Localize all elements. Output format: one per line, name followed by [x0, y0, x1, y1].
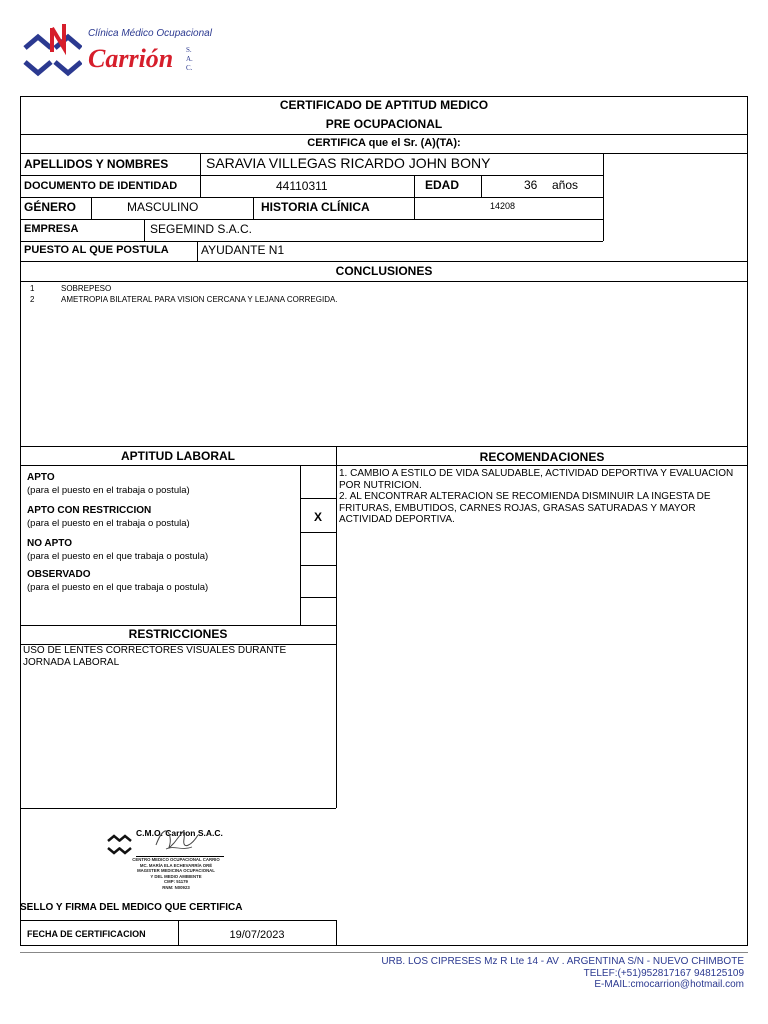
doctor-stamp: [106, 825, 230, 897]
edad-value: 36: [524, 178, 538, 192]
restricciones-title: RESTRICCIONES: [128, 627, 228, 641]
documento-value: 44110311: [276, 179, 328, 193]
conclusion-num-2: 2: [30, 295, 35, 304]
apto-label: APTO: [27, 472, 55, 483]
stamp-logo-icon: [106, 831, 132, 857]
apellidos-label: APELLIDOS Y NOMBRES: [24, 157, 169, 171]
signature-scribble: [148, 823, 208, 857]
historia-value: 14208: [490, 201, 516, 211]
certificate-subtitle: PRE OCUPACIONAL: [325, 117, 443, 131]
genero-label: GÉNERO: [24, 200, 77, 214]
conclusiones-title: CONCLUSIONES: [335, 264, 433, 278]
fecha-label: FECHA DE CERTIFICACION: [27, 929, 146, 939]
no-apto-label: NO APTO: [27, 538, 73, 549]
edad-label: EDAD: [425, 178, 460, 192]
footer-address: URB. LOS CIPRESES Mz R Lte 14 - AV . ARGENTINA S/N - NUEVO CHIMBOTE: [381, 956, 744, 967]
recomendacion-1: 1. CAMBIO A ESTILO DE VIDA SALUDABLE, ACTIVIDAD DEPORTIVA Y EVALUACION POR NUTRICION.: [339, 468, 734, 491]
footer-telef: TELEF:(+51)952817167 948125109: [583, 968, 744, 979]
conclusion-num-1: 1: [30, 284, 35, 293]
puesto-label: PUESTO AL QUE POSTULA: [24, 244, 169, 256]
stamp-lines: CENTRO MEDICO OCUPACIONAL CARRIO MC. MARÍA ELA ECHEVARRÍA ORÉ MAGISTER MEDICINA OCUPACIONAL Y DEL MEDIO AMBIENTE CMP: 51179 RNM: N00923: [132, 857, 220, 890]
apto-restriccion-desc: (para el puesto en el trabaja o postula): [27, 518, 190, 529]
apto-restriccion-label: APTO CON RESTRICCION: [27, 505, 152, 516]
observado-desc: (para el puesto en el que trabaja o postula): [27, 582, 209, 593]
empresa-label: EMPRESA: [24, 223, 79, 235]
firma-label: SELLO Y FIRMA DEL MEDICO QUE CERTIFICA: [20, 902, 243, 913]
footer-email: E-MAIL:cmocarrion@hotmail.com: [594, 979, 744, 990]
restricciones-text: USO DE LENTES CORRECTORES VISUALES DURANTE JORNADA LABORAL: [23, 645, 287, 668]
aptitud-title: APTITUD LABORAL: [121, 449, 235, 463]
apto-restriccion-mark[interactable]: X: [313, 510, 322, 524]
recomendaciones-text: [339, 468, 739, 526]
logo-sac: S. A. C.: [186, 46, 193, 72]
apellidos-value: SARAVIA VILLEGAS RICARDO JOHN BONY: [206, 155, 491, 171]
certifica-label: CERTIFICA que el Sr. (A)(TA):: [307, 137, 461, 149]
genero-value: MASCULINO: [127, 200, 199, 214]
apto-desc: (para el puesto en el trabaja o postula): [27, 485, 190, 496]
empresa-value: SEGEMIND S.A.C.: [150, 222, 253, 236]
recomendaciones-title: RECOMENDACIONES: [479, 450, 605, 464]
no-apto-desc: (para el puesto en el que trabaja o postula): [27, 551, 209, 562]
logo-subtitle: Clínica Médico Ocupacional: [88, 28, 212, 39]
fecha-value: 19/07/2023: [229, 929, 285, 941]
conclusion-text-2: AMETROPIA BILATERAL PARA VISION CERCANA Y LEJANA CORREGIDA.: [61, 295, 338, 304]
clinic-logo-icon: [22, 18, 82, 90]
conclusion-text-1: SOBREPESO: [61, 284, 112, 293]
recomendacion-2: 2. AL ENCONTRAR ALTERACION SE RECOMIENDA DISMINUIR LA INGESTA DE FRITURAS, EMBUTIDOS, CARNES ROJAS, GRASAS SATURADAS Y MAYOR ACTIVIDAD DEPORTIVA.: [339, 491, 711, 525]
documento-label: DOCUMENTO DE IDENTIDAD: [24, 180, 178, 192]
clinic-logo: [22, 18, 222, 92]
edad-unit: años: [552, 178, 579, 192]
observado-label: OBSERVADO: [27, 569, 91, 580]
puesto-value: AYUDANTE N1: [201, 243, 285, 257]
stamp-title: C.M.O. Carrion S.A.C.: [136, 828, 223, 838]
logo-name: Carrión: [88, 44, 174, 73]
historia-label: HISTORIA CLÍNICA: [261, 200, 370, 214]
certificate-title: CERTIFICADO DE APTITUD MEDICO: [279, 98, 489, 112]
